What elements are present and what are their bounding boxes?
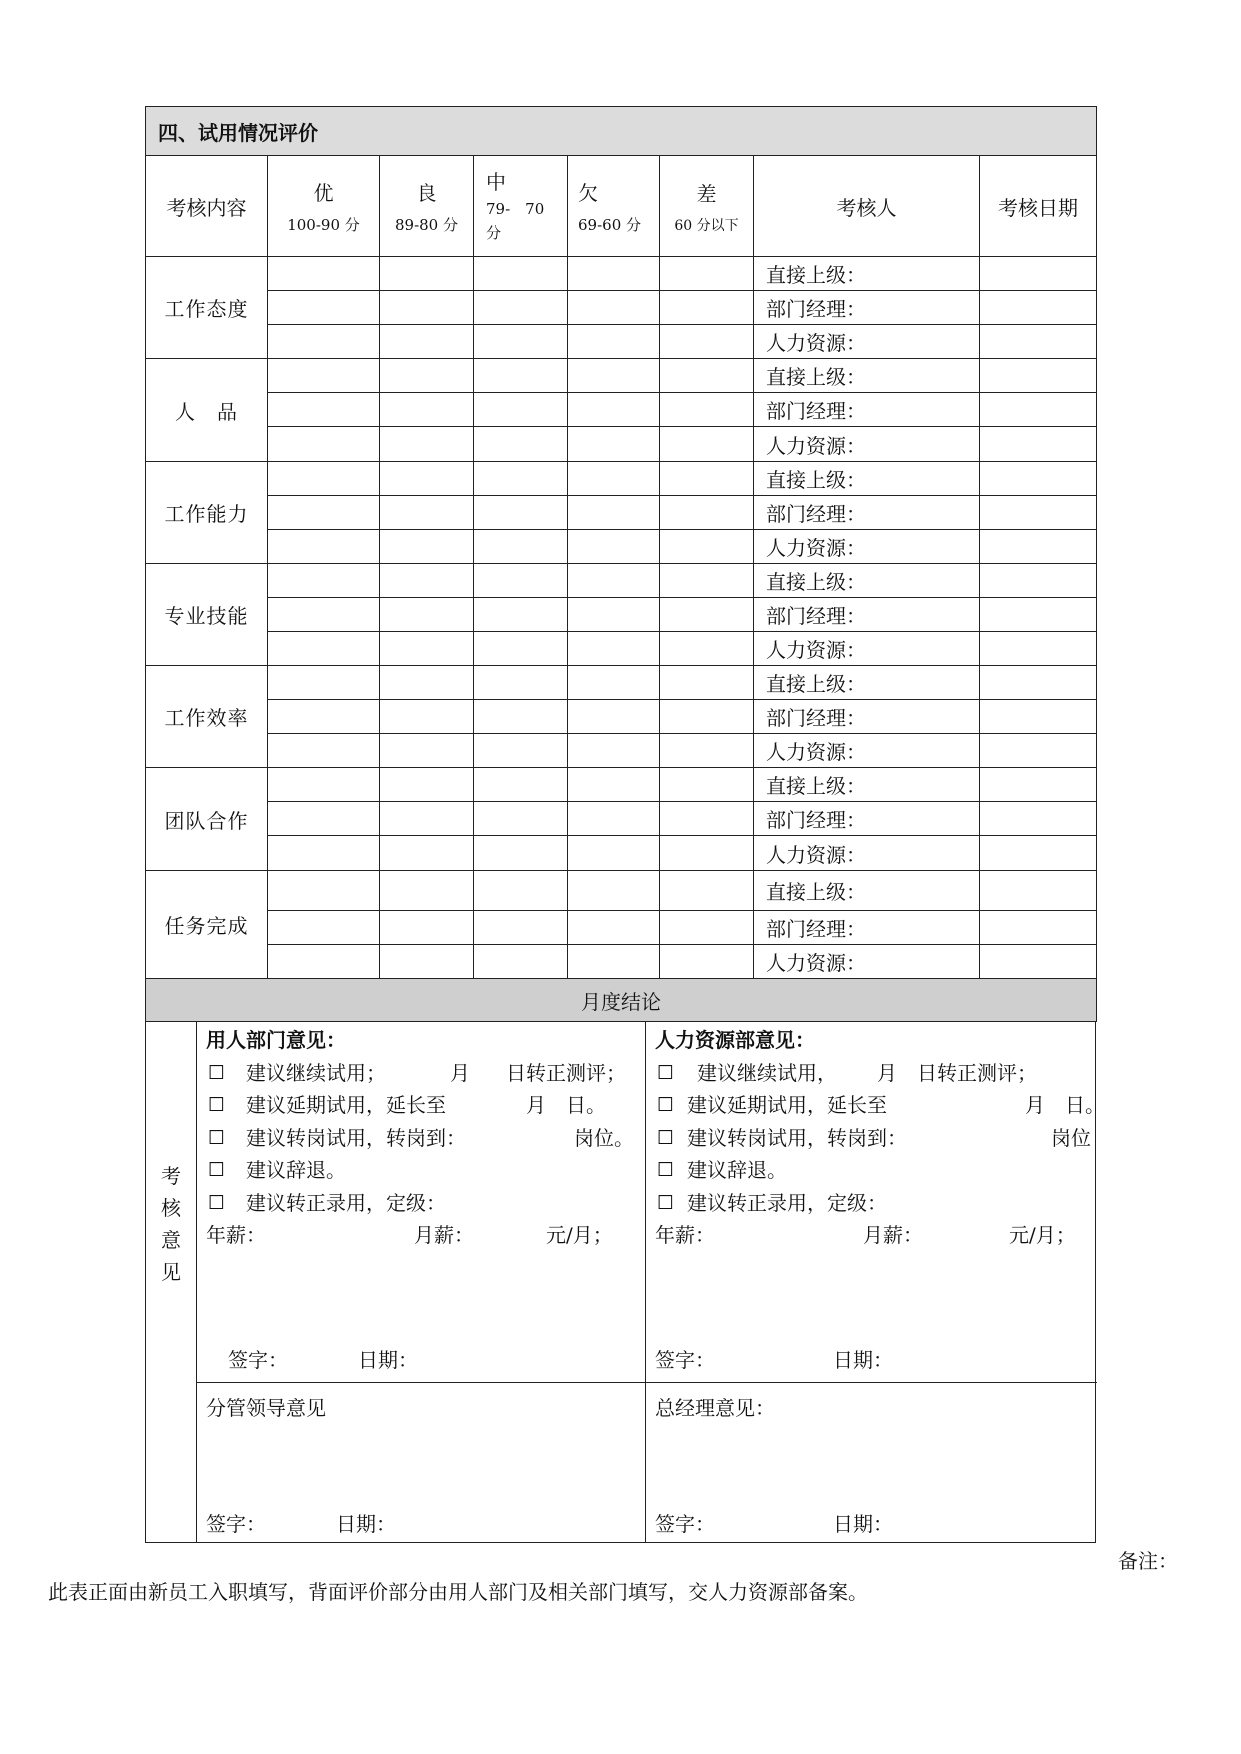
score-cell[interactable] bbox=[380, 632, 474, 666]
category-row bbox=[146, 291, 1097, 325]
score-cell[interactable] bbox=[474, 911, 568, 945]
hr-option-regular[interactable]: ☐ 建议转正录用，定级： bbox=[655, 1187, 1095, 1220]
reviewer-cell: 部门经理： bbox=[754, 700, 980, 734]
score-cell[interactable] bbox=[268, 393, 380, 427]
score-cell[interactable] bbox=[568, 496, 660, 530]
checkbox-icon[interactable]: ☐ bbox=[208, 1126, 226, 1149]
review-date-cell[interactable] bbox=[980, 802, 1097, 836]
category-row bbox=[146, 462, 1097, 496]
category-row bbox=[146, 530, 1097, 564]
score-cell[interactable] bbox=[660, 393, 754, 427]
score-cell[interactable] bbox=[268, 496, 380, 530]
score-cell[interactable] bbox=[380, 768, 474, 802]
score-cell[interactable] bbox=[568, 257, 660, 291]
reviewer-cell: 部门经理： bbox=[754, 291, 980, 325]
lacking-range: 69-60 分 bbox=[578, 216, 642, 234]
hr-option-extend[interactable]: ☐ 建议延期试用，延长至 月 日。 bbox=[655, 1089, 1095, 1122]
score-cell[interactable] bbox=[568, 666, 660, 700]
review-date-cell[interactable] bbox=[980, 427, 1097, 462]
category-row bbox=[146, 632, 1097, 666]
category-label: 工作效率 bbox=[146, 666, 268, 768]
score-cell[interactable] bbox=[568, 768, 660, 802]
checkbox-icon[interactable]: ☐ bbox=[657, 1159, 675, 1181]
score-cell[interactable] bbox=[660, 666, 754, 700]
score-cell[interactable] bbox=[568, 564, 660, 598]
reviewer-cell: 人力资源： bbox=[754, 632, 980, 666]
review-date-cell[interactable] bbox=[980, 871, 1097, 911]
header-reviewer: 考核人 bbox=[754, 156, 980, 257]
score-cell[interactable] bbox=[660, 359, 754, 393]
score-cell[interactable] bbox=[268, 325, 380, 359]
score-cell[interactable] bbox=[568, 462, 660, 496]
gm-signature: 签字： 日期： bbox=[655, 1512, 893, 1536]
reviewer-cell: 部门经理： bbox=[754, 598, 980, 632]
medium-range-unit: 分 bbox=[486, 223, 502, 242]
score-cell[interactable] bbox=[474, 462, 568, 496]
category-row bbox=[146, 700, 1097, 734]
score-cell[interactable] bbox=[268, 768, 380, 802]
good-range: 89-80 分 bbox=[394, 216, 458, 234]
score-cell[interactable] bbox=[268, 427, 380, 462]
score-cell[interactable] bbox=[268, 945, 380, 979]
dept-signature: 签字： 日期： bbox=[228, 1348, 418, 1372]
score-cell[interactable] bbox=[660, 427, 754, 462]
score-cell[interactable] bbox=[660, 768, 754, 802]
category-row bbox=[146, 359, 1097, 393]
checkbox-icon[interactable]: ☐ bbox=[208, 1159, 226, 1181]
review-date-cell[interactable] bbox=[980, 666, 1097, 700]
reviewer-cell: 直接上级： bbox=[754, 666, 980, 700]
category-label: 团队合作 bbox=[146, 768, 268, 871]
review-date-cell[interactable] bbox=[980, 257, 1097, 291]
score-cell[interactable] bbox=[474, 598, 568, 632]
hr-option-continue[interactable]: ☐ 建议继续试用， 月 日转正测评； bbox=[655, 1057, 1095, 1090]
category-label: 工作态度 bbox=[146, 257, 268, 359]
score-cell[interactable] bbox=[660, 496, 754, 530]
leader-signature: 签字： 日期： bbox=[206, 1512, 396, 1536]
category-row bbox=[146, 911, 1097, 945]
score-cell[interactable] bbox=[568, 945, 660, 979]
category-row bbox=[146, 734, 1097, 768]
category-row bbox=[146, 496, 1097, 530]
score-cell[interactable] bbox=[474, 496, 568, 530]
score-cell[interactable] bbox=[474, 768, 568, 802]
category-row bbox=[146, 325, 1097, 359]
score-cell[interactable] bbox=[380, 945, 474, 979]
score-cell[interactable] bbox=[568, 393, 660, 427]
score-cell[interactable] bbox=[568, 700, 660, 734]
review-date-cell[interactable] bbox=[980, 836, 1097, 871]
review-date-cell[interactable] bbox=[980, 564, 1097, 598]
opinion-section bbox=[145, 1022, 1105, 1543]
checkbox-icon[interactable]: ☐ bbox=[208, 1094, 226, 1116]
score-cell[interactable] bbox=[660, 291, 754, 325]
reviewer-cell: 直接上级： bbox=[754, 359, 980, 393]
category-row bbox=[146, 666, 1097, 700]
score-cell[interactable] bbox=[568, 632, 660, 666]
score-cell[interactable] bbox=[568, 911, 660, 945]
dept-opinion-title: 用人部门意见： bbox=[206, 1028, 346, 1052]
header-poor: 差 60 分以下 bbox=[660, 156, 754, 257]
hr-opinion-title: 人力资源部意见： bbox=[655, 1028, 815, 1052]
remark-label: 备注： bbox=[1118, 1549, 1178, 1573]
header-good: 良 89-80 分 bbox=[380, 156, 474, 257]
score-cell[interactable] bbox=[268, 700, 380, 734]
score-cell[interactable] bbox=[268, 462, 380, 496]
reviewer-cell: 人力资源： bbox=[754, 734, 980, 768]
opinion-label: 考 核 意 见 bbox=[161, 1164, 181, 1284]
header-row bbox=[146, 156, 1097, 257]
section-title: 四、试用情况评价 bbox=[146, 107, 1097, 156]
score-cell[interactable] bbox=[474, 325, 568, 359]
score-cell[interactable] bbox=[268, 734, 380, 768]
checkbox-icon[interactable]: ☐ bbox=[657, 1191, 675, 1214]
category-row bbox=[146, 802, 1097, 836]
column-divider bbox=[645, 1022, 646, 1542]
score-cell[interactable] bbox=[380, 666, 474, 700]
reviewer-cell: 人力资源： bbox=[754, 836, 980, 871]
score-cell[interactable] bbox=[660, 700, 754, 734]
category-row bbox=[146, 836, 1097, 871]
score-cell[interactable] bbox=[474, 427, 568, 462]
review-date-cell[interactable] bbox=[980, 325, 1097, 359]
category-rows bbox=[146, 257, 1097, 979]
review-date-cell[interactable] bbox=[980, 632, 1097, 666]
score-cell[interactable] bbox=[268, 802, 380, 836]
review-date-cell[interactable] bbox=[980, 945, 1097, 979]
reviewer-cell: 部门经理： bbox=[754, 911, 980, 945]
score-cell[interactable] bbox=[568, 836, 660, 871]
review-date-cell[interactable] bbox=[980, 496, 1097, 530]
header-lacking: 欠 69-60 分 bbox=[568, 156, 660, 257]
score-cell[interactable] bbox=[268, 632, 380, 666]
score-cell[interactable] bbox=[380, 359, 474, 393]
score-cell[interactable] bbox=[380, 564, 474, 598]
score-cell[interactable] bbox=[474, 632, 568, 666]
score-cell[interactable] bbox=[660, 734, 754, 768]
review-date-cell[interactable] bbox=[980, 734, 1097, 768]
reviewer-cell: 直接上级： bbox=[754, 257, 980, 291]
score-cell[interactable] bbox=[380, 257, 474, 291]
score-cell[interactable] bbox=[568, 530, 660, 564]
review-date-cell[interactable] bbox=[980, 359, 1097, 393]
category-row bbox=[146, 257, 1097, 291]
score-cell[interactable] bbox=[660, 945, 754, 979]
reviewer-cell: 直接上级： bbox=[754, 768, 980, 802]
dept-option-transfer[interactable]: ☐ 建议转岗试用，转岗到： 岗位。 bbox=[206, 1122, 636, 1155]
score-cell[interactable] bbox=[568, 325, 660, 359]
score-cell[interactable] bbox=[660, 325, 754, 359]
score-cell[interactable] bbox=[380, 598, 474, 632]
reviewer-cell: 人力资源： bbox=[754, 945, 980, 979]
monthly-conclusion: 月度结论 bbox=[146, 979, 1097, 1022]
score-cell[interactable] bbox=[474, 666, 568, 700]
dept-option-continue[interactable]: ☐ 建议继续试用； 月 日转正测评； bbox=[206, 1057, 636, 1090]
dept-option-dismiss[interactable]: ☐ 建议辞退。 bbox=[206, 1154, 636, 1187]
score-cell[interactable] bbox=[568, 427, 660, 462]
score-cell[interactable] bbox=[380, 836, 474, 871]
score-cell[interactable] bbox=[568, 734, 660, 768]
category-row bbox=[146, 871, 1097, 911]
review-date-cell[interactable] bbox=[980, 700, 1097, 734]
score-cell[interactable] bbox=[474, 564, 568, 598]
review-date-cell[interactable] bbox=[980, 911, 1097, 945]
score-cell[interactable] bbox=[474, 734, 568, 768]
row-divider bbox=[196, 1382, 1097, 1383]
category-label: 任务完成 bbox=[146, 871, 268, 979]
category-row bbox=[146, 564, 1097, 598]
score-cell[interactable] bbox=[474, 802, 568, 836]
dept-opinion bbox=[206, 1024, 636, 1252]
evaluation-form bbox=[145, 106, 1105, 1543]
score-cell[interactable] bbox=[660, 632, 754, 666]
reviewer-cell: 部门经理： bbox=[754, 802, 980, 836]
score-cell[interactable] bbox=[568, 598, 660, 632]
reviewer-cell: 直接上级： bbox=[754, 564, 980, 598]
checkbox-icon[interactable]: ☐ bbox=[208, 1061, 226, 1084]
score-cell[interactable] bbox=[660, 462, 754, 496]
score-cell[interactable] bbox=[660, 871, 754, 911]
score-cell[interactable] bbox=[474, 393, 568, 427]
excellent-range: 100-90 分 bbox=[287, 216, 360, 234]
score-cell[interactable] bbox=[474, 291, 568, 325]
dept-option-extend[interactable]: ☐ 建议延期试用，延长至 月 日。 bbox=[206, 1089, 636, 1122]
review-date-cell[interactable] bbox=[980, 768, 1097, 802]
score-cell[interactable] bbox=[268, 530, 380, 564]
score-cell[interactable] bbox=[268, 666, 380, 700]
header-medium: 中 79- 70 分 bbox=[474, 156, 568, 257]
poor-range: 60 分以下 bbox=[674, 217, 739, 234]
score-cell[interactable] bbox=[660, 802, 754, 836]
score-cell[interactable] bbox=[660, 530, 754, 564]
score-cell[interactable] bbox=[568, 871, 660, 911]
reviewer-cell: 人力资源： bbox=[754, 325, 980, 359]
checkbox-icon[interactable]: ☐ bbox=[208, 1191, 226, 1214]
score-cell[interactable] bbox=[380, 496, 474, 530]
score-cell[interactable] bbox=[568, 291, 660, 325]
score-cell[interactable] bbox=[268, 598, 380, 632]
score-cell[interactable] bbox=[380, 700, 474, 734]
reviewer-cell: 人力资源： bbox=[754, 530, 980, 564]
score-cell[interactable] bbox=[268, 836, 380, 871]
category-label: 工作能力 bbox=[146, 462, 268, 564]
score-cell[interactable] bbox=[474, 257, 568, 291]
score-cell[interactable] bbox=[568, 802, 660, 836]
score-cell[interactable] bbox=[268, 359, 380, 393]
score-cell[interactable] bbox=[380, 911, 474, 945]
score-cell[interactable] bbox=[380, 530, 474, 564]
gm-opinion-title: 总经理意见： bbox=[655, 1396, 775, 1420]
header-content: 考核内容 bbox=[146, 156, 268, 257]
score-cell[interactable] bbox=[380, 734, 474, 768]
score-cell[interactable] bbox=[380, 325, 474, 359]
reviewer-cell: 直接上级： bbox=[754, 871, 980, 911]
reviewer-cell: 人力资源： bbox=[754, 427, 980, 462]
checkbox-icon[interactable]: ☐ bbox=[657, 1061, 675, 1084]
review-date-cell[interactable] bbox=[980, 393, 1097, 427]
review-date-cell[interactable] bbox=[980, 530, 1097, 564]
category-row bbox=[146, 427, 1097, 462]
hr-option-dismiss[interactable]: ☐ 建议辞退。 bbox=[655, 1154, 1095, 1187]
score-cell[interactable] bbox=[660, 564, 754, 598]
score-cell[interactable] bbox=[380, 871, 474, 911]
checkbox-icon[interactable]: ☐ bbox=[657, 1094, 675, 1116]
score-cell[interactable] bbox=[380, 427, 474, 462]
score-cell[interactable] bbox=[268, 911, 380, 945]
review-date-cell[interactable] bbox=[980, 598, 1097, 632]
score-cell[interactable] bbox=[660, 836, 754, 871]
score-cell[interactable] bbox=[474, 945, 568, 979]
header-excellent: 优 100-90 分 bbox=[268, 156, 380, 257]
score-cell[interactable] bbox=[474, 871, 568, 911]
evaluation-table bbox=[145, 106, 1097, 1022]
category-row bbox=[146, 945, 1097, 979]
category-label: 专业技能 bbox=[146, 564, 268, 666]
header-review-date: 考核日期 bbox=[980, 156, 1097, 257]
footnote: 此表正面由新员工入职填写，背面评价部分由用人部门及相关部门填写，交人力资源部备案。 bbox=[48, 1580, 868, 1604]
category-row bbox=[146, 598, 1097, 632]
score-cell[interactable] bbox=[568, 359, 660, 393]
score-cell[interactable] bbox=[268, 257, 380, 291]
checkbox-icon[interactable]: ☐ bbox=[657, 1126, 675, 1149]
hr-signature: 签字： 日期： bbox=[655, 1348, 893, 1372]
score-cell[interactable] bbox=[380, 393, 474, 427]
reviewer-cell: 部门经理： bbox=[754, 496, 980, 530]
score-cell[interactable] bbox=[474, 530, 568, 564]
opinion-label-cell bbox=[146, 1022, 197, 1542]
category-label: 人 品 bbox=[146, 359, 268, 462]
score-cell[interactable] bbox=[660, 598, 754, 632]
score-cell[interactable] bbox=[380, 462, 474, 496]
dept-option-regular[interactable]: ☐ 建议转正录用，定级： bbox=[206, 1187, 636, 1220]
category-row bbox=[146, 768, 1097, 802]
dept-salary: 年薪： 月薪： 元/月； bbox=[206, 1223, 613, 1247]
score-cell[interactable] bbox=[660, 257, 754, 291]
hr-option-transfer[interactable]: ☐ 建议转岗试用，转岗到： 岗位 bbox=[655, 1122, 1095, 1155]
review-date-cell[interactable] bbox=[980, 462, 1097, 496]
score-cell[interactable] bbox=[474, 700, 568, 734]
score-cell[interactable] bbox=[380, 291, 474, 325]
score-cell[interactable] bbox=[268, 564, 380, 598]
medium-range: 79- 70 bbox=[486, 200, 545, 219]
hr-opinion bbox=[655, 1024, 1105, 1252]
score-cell[interactable] bbox=[380, 802, 474, 836]
score-cell[interactable] bbox=[268, 291, 380, 325]
leader-opinion-title: 分管领导意见 bbox=[206, 1396, 326, 1420]
score-cell[interactable] bbox=[660, 911, 754, 945]
score-cell[interactable] bbox=[474, 836, 568, 871]
reviewer-cell: 直接上级： bbox=[754, 462, 980, 496]
score-cell[interactable] bbox=[268, 871, 380, 911]
category-row bbox=[146, 393, 1097, 427]
review-date-cell[interactable] bbox=[980, 291, 1097, 325]
score-cell[interactable] bbox=[474, 359, 568, 393]
hr-salary: 年薪： 月薪： 元/月； bbox=[655, 1223, 1076, 1247]
reviewer-cell: 部门经理： bbox=[754, 393, 980, 427]
